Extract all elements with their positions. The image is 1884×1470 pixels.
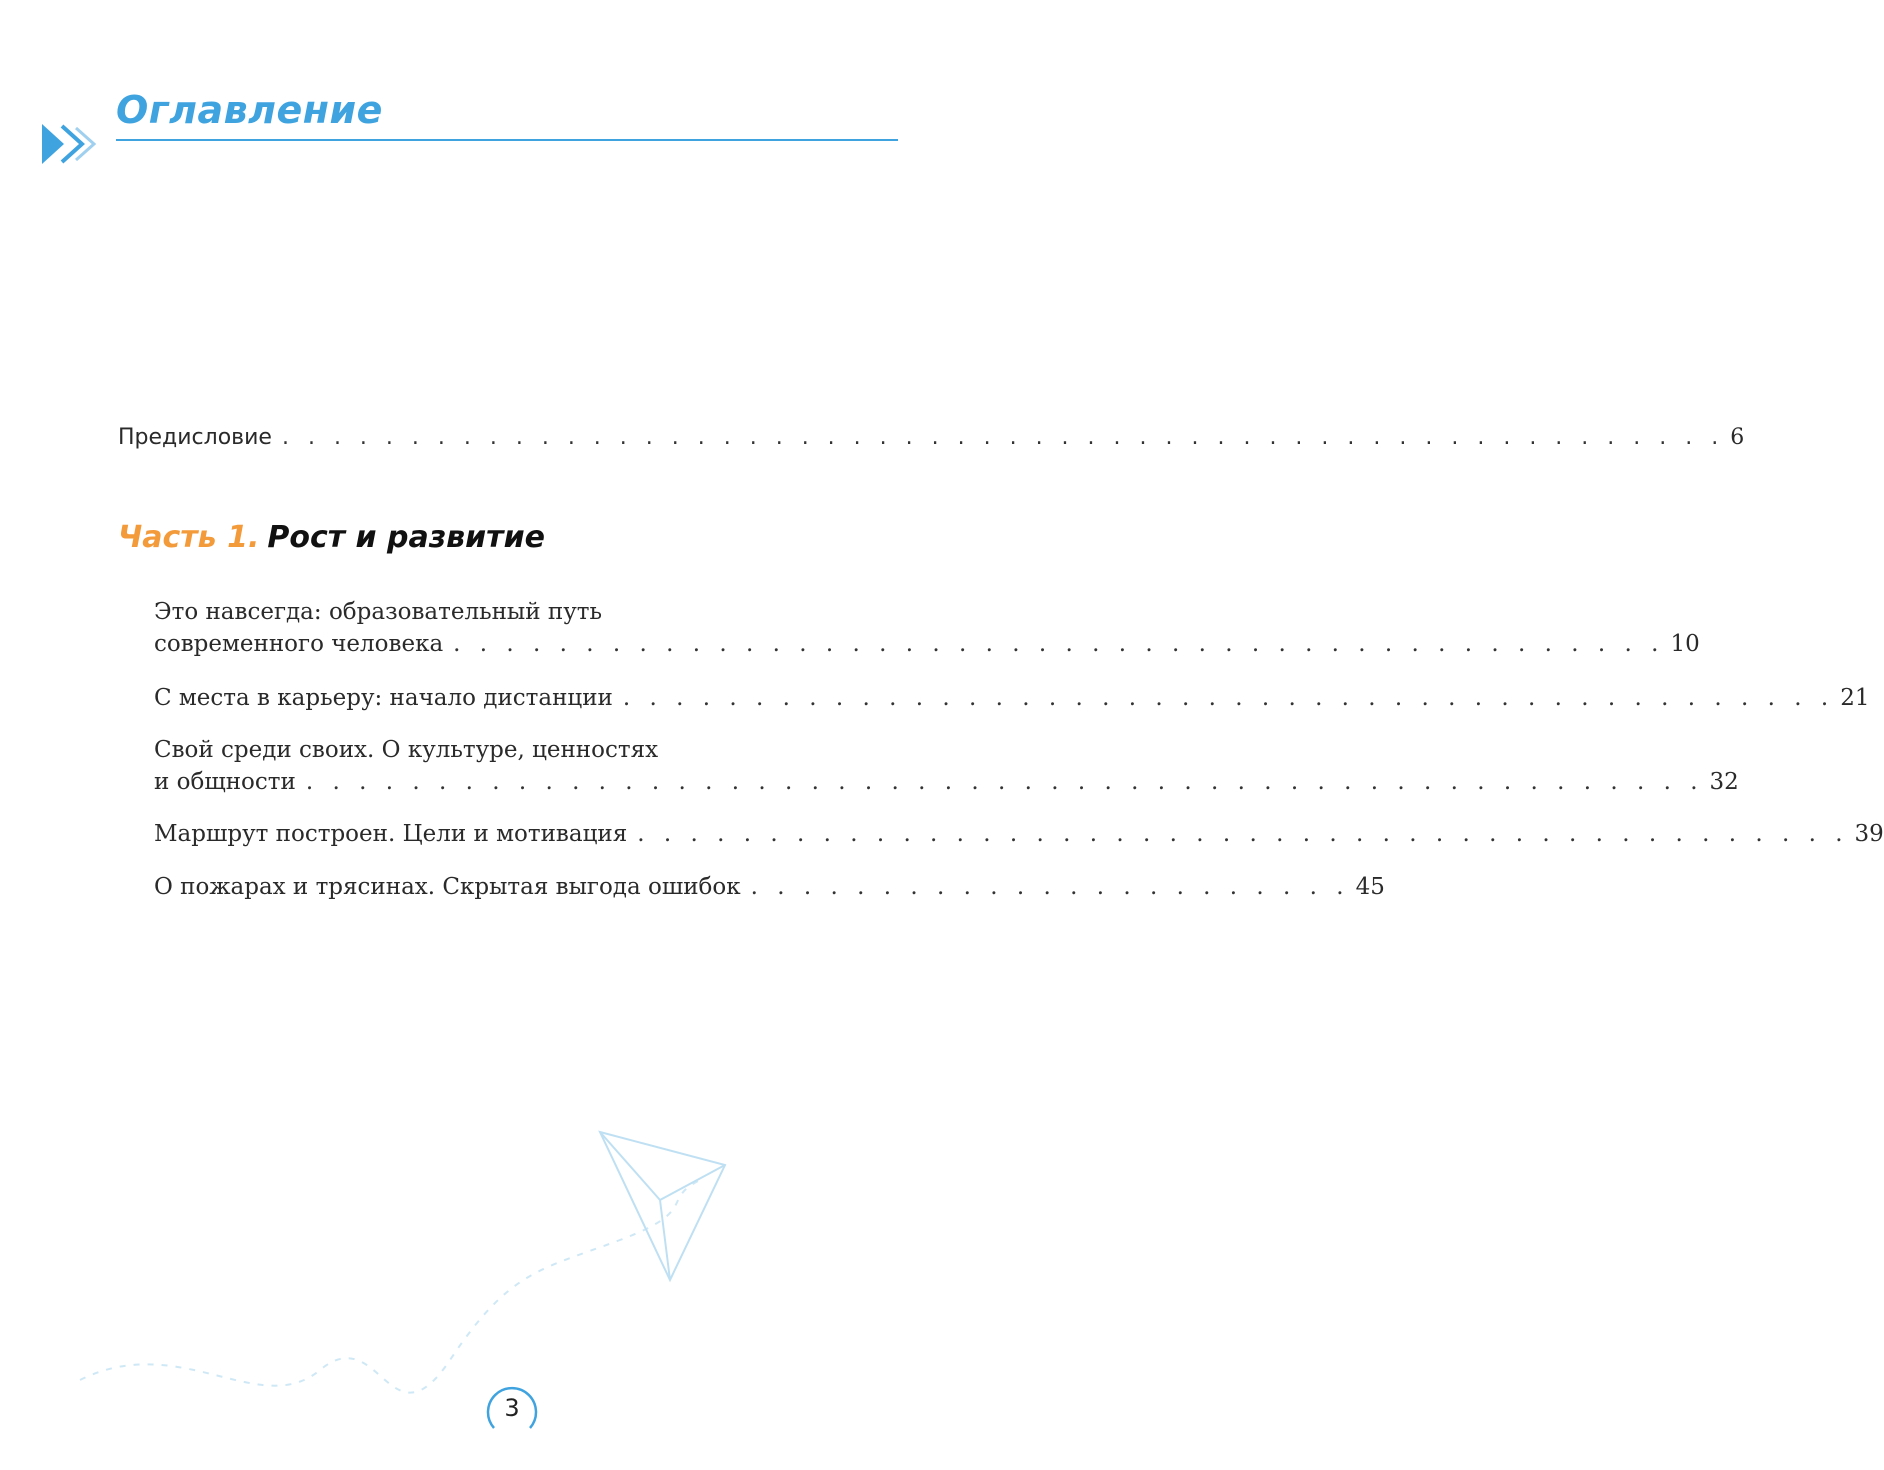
leader-dots: . . . . . . . . . . . . . . . . . . . . . . . . . . . . . . . . . . . . . . . . . . . . . . <box>622 685 1835 711</box>
toc-entry[interactable] <box>154 766 1739 798</box>
toc-page-number: 21 <box>1840 685 1870 711</box>
toc-page-number: 39 <box>1854 821 1884 847</box>
double-chevron-right-icon <box>42 124 102 164</box>
toc-entry-label: С места в карьеру: начало дистанции <box>154 685 613 711</box>
toc-entry[interactable] <box>154 682 1870 714</box>
toc-entry-preface[interactable] <box>118 422 1745 454</box>
page-number: 3 <box>504 1394 520 1422</box>
part-label: Часть 1. <box>118 520 260 555</box>
leader-dots: . . . . . . . . . . . . . . . . . . . . . . . . . . . . . . . . . . . . . . . . . . . . . . . . . . . . . . . . <box>281 425 1725 450</box>
title-underline <box>116 139 898 141</box>
toc-entry-line2: и общности <box>154 769 296 795</box>
part-title: Рост и развитие <box>267 520 545 555</box>
toc-entry-label: Маршрут построен. Цели и мотивация <box>154 821 628 847</box>
toc-entry[interactable] <box>154 628 1700 660</box>
paper-plane-icon <box>60 1120 760 1420</box>
leader-dots: . . . . . . . . . . . . . . . . . . . . . . . <box>750 874 1350 900</box>
leader-dots: . . . . . . . . . . . . . . . . . . . . . . . . . . . . . . . . . . . . . . . . . . . . . . . . . . . . . <box>305 769 1704 795</box>
toc-entry-line2: современного человека <box>154 631 444 657</box>
toc-page-number: 45 <box>1355 874 1385 900</box>
toc-entry-line1[interactable]: Это навсегда: образовательный путь <box>154 599 602 625</box>
toc-page-number: 10 <box>1670 631 1700 657</box>
toc-entry-label: О пожарах и трясинах. Скрытая выгода ошибок <box>154 874 741 900</box>
leader-dots: . . . . . . . . . . . . . . . . . . . . . . . . . . . . . . . . . . . . . . . . . . . . . . <box>637 821 1849 847</box>
page-title: Оглавление <box>116 88 383 132</box>
toc-entry-label: Предисловие <box>118 425 272 450</box>
toc-page-number: 6 <box>1730 425 1745 450</box>
toc-entry[interactable] <box>154 818 1884 850</box>
toc-entry-line1[interactable]: Свой среди своих. О культуре, ценностях <box>154 737 659 763</box>
part-heading <box>118 520 545 555</box>
toc-page-number: 32 <box>1709 769 1739 795</box>
toc-entry[interactable] <box>154 871 1385 903</box>
leader-dots: . . . . . . . . . . . . . . . . . . . . . . . . . . . . . . . . . . . . . . . . . . . . . . <box>453 631 1665 657</box>
